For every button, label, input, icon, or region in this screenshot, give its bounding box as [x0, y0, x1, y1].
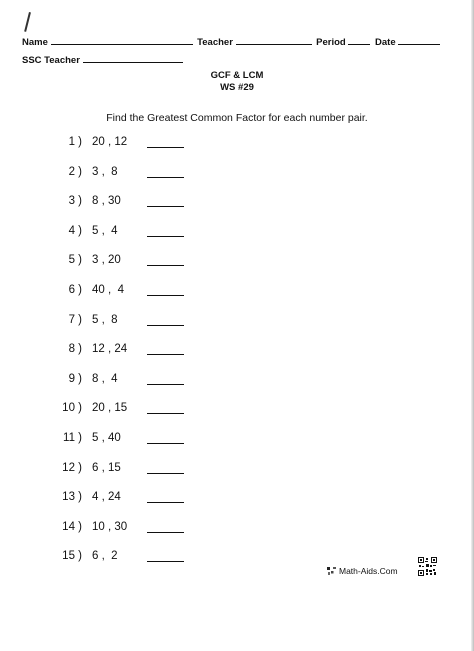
date-label: Date: [375, 37, 396, 48]
pen-mark: [24, 12, 30, 32]
answer-blank[interactable]: [147, 177, 184, 178]
answer-blank[interactable]: [147, 473, 184, 474]
number-pair: 40 , 4: [92, 284, 124, 296]
problem-row: [0, 462, 300, 478]
number-pair: 8 , 4: [92, 372, 118, 385]
watermark: [327, 566, 398, 576]
answer-blank[interactable]: [147, 443, 184, 444]
ssc-teacher-label: SSC Teacher: [22, 55, 80, 66]
problem-number: 6 ): [68, 284, 82, 296]
answer-blank[interactable]: [147, 502, 184, 503]
number-pair: 3 , 8: [92, 165, 118, 178]
problem-row: [0, 550, 300, 566]
answer-blank[interactable]: [147, 561, 184, 562]
answer-blank[interactable]: [147, 384, 184, 385]
problem-number: 4 ): [68, 224, 82, 237]
number-pair: 4 , 24: [92, 491, 121, 504]
problem-row: [0, 195, 300, 211]
number-pair: 12 , 24: [92, 343, 128, 356]
name-blank[interactable]: [51, 35, 193, 45]
number-pair: 5 , 4: [92, 224, 118, 237]
problem-number: 5 ): [68, 254, 82, 267]
problem-number: 8 ): [68, 343, 82, 356]
worksheet-number: WS #29: [220, 82, 254, 93]
problem-row: [0, 373, 300, 389]
teacher-label: Teacher: [197, 37, 233, 48]
problem-row: [0, 491, 300, 507]
problem-number: 14 ): [62, 520, 82, 533]
number-pair: 10 , 30: [92, 520, 128, 533]
answer-blank[interactable]: [147, 354, 184, 355]
problem-row: [0, 166, 300, 182]
problem-row: [0, 343, 300, 359]
problem-number: 10 ): [62, 402, 82, 415]
number-pair: 6 , 2: [92, 550, 118, 563]
answer-blank[interactable]: [147, 265, 184, 266]
problem-row: [0, 314, 300, 330]
answer-blank[interactable]: [147, 532, 184, 533]
problem-number: 9 ): [68, 372, 82, 385]
problem-number: 2 ): [68, 165, 82, 178]
ssc-teacher-blank[interactable]: [83, 53, 183, 63]
answer-blank[interactable]: [147, 413, 184, 414]
qr-code-icon: [418, 557, 437, 576]
answer-blank[interactable]: [147, 147, 184, 148]
number-pair: 5 , 40: [92, 432, 121, 444]
problem-row: [0, 521, 300, 537]
name-label: Name: [22, 37, 48, 48]
answer-blank[interactable]: [147, 236, 184, 237]
period-label: Period: [316, 37, 346, 48]
worksheet-title: GCF & LCM: [210, 70, 264, 81]
student-info-row: [22, 35, 440, 48]
problem-number: 11 ): [63, 432, 82, 444]
problem-number: 1 ): [68, 136, 82, 148]
number-pair: 20 , 15: [92, 402, 128, 415]
problem-number: 12 ): [62, 461, 82, 474]
number-pair: 6 , 15: [92, 461, 121, 474]
answer-blank[interactable]: [147, 325, 184, 326]
problem-row: [0, 136, 300, 152]
ssc-teacher-row: [22, 53, 183, 66]
math-aids-logo-icon: [327, 566, 337, 576]
problem-number: 13 ): [62, 491, 82, 504]
problem-row: [0, 225, 300, 241]
number-pair: 3 , 20: [92, 254, 121, 267]
problem-number: 15 ): [62, 550, 82, 563]
answer-blank[interactable]: [147, 295, 184, 296]
problem-row: [0, 284, 300, 300]
problem-row: [0, 432, 300, 448]
period-blank[interactable]: [348, 35, 370, 45]
problem-number: 7 ): [68, 313, 82, 326]
number-pair: 8 , 30: [92, 195, 121, 208]
date-blank[interactable]: [398, 35, 440, 45]
teacher-blank[interactable]: [236, 35, 312, 45]
problem-row: [0, 402, 300, 418]
problem-row: [0, 254, 300, 270]
watermark-text: Math-Aids.Com: [339, 566, 398, 576]
number-pair: 20 , 12: [92, 136, 128, 148]
number-pair: 5 , 8: [92, 313, 118, 326]
instructions: Find the Greatest Common Factor for each number pair.: [106, 112, 368, 124]
answer-blank[interactable]: [147, 206, 184, 207]
problem-number: 3 ): [68, 195, 82, 208]
